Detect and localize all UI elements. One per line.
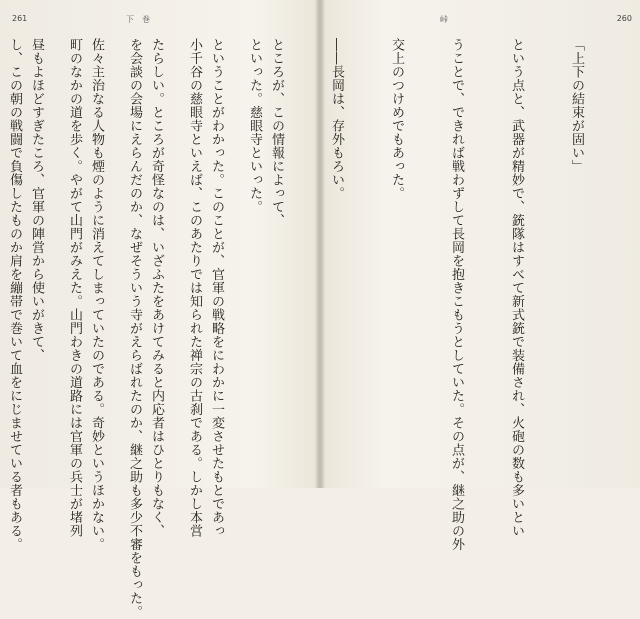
page-number-right: 260 bbox=[616, 14, 632, 23]
text-line: 小千谷の慈眼寺といえば、このあたりでは知られた禅宗の古刹である。しかし本営 bbox=[187, 38, 202, 538]
running-head-left: 下 巻 bbox=[126, 15, 150, 24]
text-line: 佐々主治なる人物も煙のように消えてしまっていたのである。奇妙というほかない。 bbox=[89, 38, 104, 551]
text-line: 「上下の結束が固い」 bbox=[569, 38, 584, 173]
text-line: し、この朝の戦闘で負傷したものか肩を繃帯で巻いて血をにじませている者もある。 bbox=[7, 38, 22, 551]
text-line: たらしい。ところが奇怪なのは、いざふたをあけてみると内応者はひとりもなく、 bbox=[149, 38, 164, 538]
text-line: 昼もよほどすぎたころ、官軍の陣営から使いがきて、 bbox=[29, 38, 44, 362]
text-line: 町のなかの道を歩く。やがて山門がみえた。山門わきの道路には官軍の兵士が堵列 bbox=[67, 38, 82, 538]
text-line: うことで、できれば戦わずして長岡を抱きこもうとしていた。その点が、継之助の外 bbox=[449, 38, 464, 551]
text-line: を会談の会場にえらんだのか、なぜそういう寺がえらばれたのか、継之助も多少不審をもった。 bbox=[127, 38, 142, 619]
text-line: 交上のつけめでもあった。 bbox=[389, 38, 404, 200]
page-number-left: 261 bbox=[12, 14, 28, 23]
running-head-right: 峠 bbox=[440, 15, 448, 24]
text-line: ところが、この情報によって、 bbox=[269, 38, 284, 227]
text-line: ――長岡は、存外もろい。 bbox=[329, 38, 344, 200]
text-line: ということがわかった。このことが、官軍の戦略をにわかに一変させたもとであっ bbox=[209, 38, 224, 538]
text-line: という点と、武器が精妙で、銃隊はすべて新式銃で装備され、火砲の数も多いとい bbox=[509, 38, 524, 538]
text-line: といった。慈眼寺といった。 bbox=[247, 38, 262, 214]
